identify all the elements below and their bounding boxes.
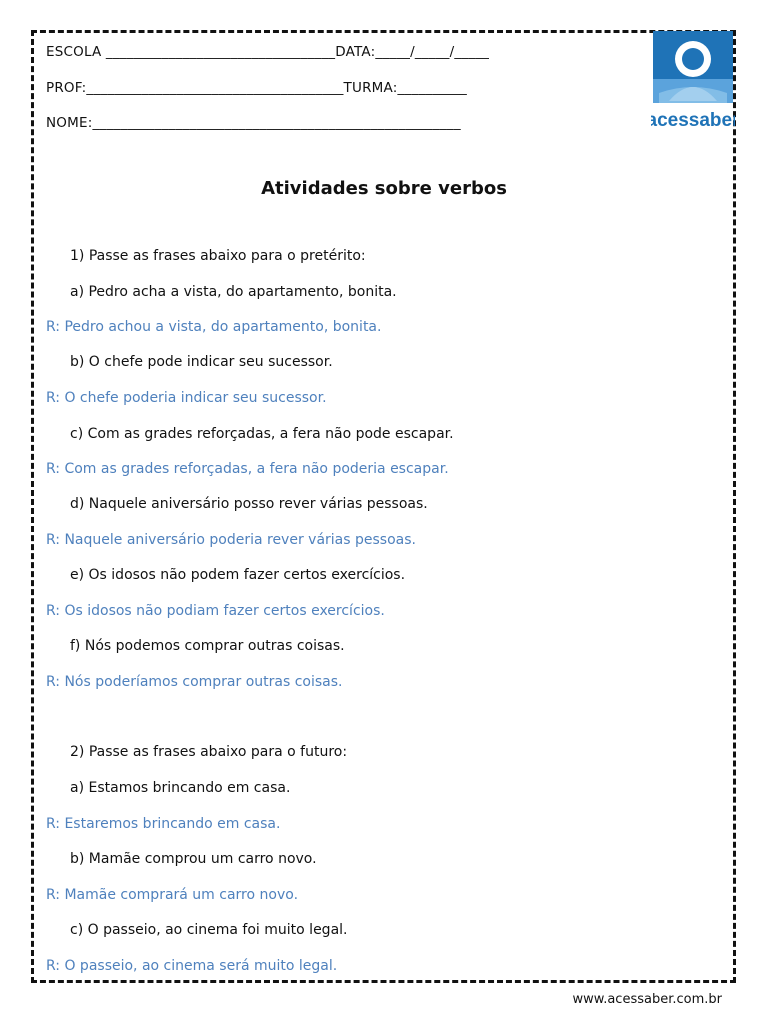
question-1f: f) Nós podemos comprar outras coisas. [70, 638, 345, 654]
section-2-prompt: 2) Passe as frases abaixo para o futuro: [70, 744, 348, 760]
question-2b: b) Mamãe comprou um carro novo. [70, 851, 317, 867]
answer-1a: R: Pedro achou a vista, do apartamento, bonita. [46, 319, 382, 335]
question-1d: d) Naquele aniversário posso rever várias pessoas. [70, 496, 428, 512]
answer-1c: R: Com as grades reforçadas, a fera não poderia escapar. [46, 461, 449, 477]
question-1b: b) O chefe pode indicar seu sucessor. [70, 354, 333, 370]
answer-2a: R: Estaremos brincando em casa. [46, 816, 281, 832]
page-title: Atividades sobre verbos [261, 178, 507, 199]
section-1-prompt: 1) Passe as frases abaixo para o pretérito: [70, 248, 366, 264]
header-teacher-line: PROF:_____________________________________TURMA:__________ [46, 80, 467, 96]
header-name-line: NOME:_____________________________________________________ [46, 115, 461, 131]
question-2a: a) Estamos brincando em casa. [70, 780, 291, 796]
answer-1e: R: Os idosos não podiam fazer certos exercícios. [46, 603, 385, 619]
answer-1f: R: Nós poderíamos comprar outras coisas. [46, 674, 343, 690]
answer-1d: R: Naquele aniversário poderia rever várias pessoas. [46, 532, 416, 548]
answer-2b: R: Mamãe comprará um carro novo. [46, 887, 299, 903]
answer-1b: R: O chefe poderia indicar seu sucessor. [46, 390, 327, 406]
question-1a: a) Pedro acha a vista, do apartamento, bonita. [70, 284, 397, 300]
footer-url: www.acessaber.com.br [572, 992, 722, 1007]
logo-wordmark: acessaber [651, 110, 735, 129]
question-1e: e) Os idosos não podem fazer certos exercícios. [70, 567, 406, 583]
question-1c: c) Com as grades reforçadas, a fera não pode escapar. [70, 426, 454, 442]
answer-2c: R: O passeio, ao cinema será muito legal. [46, 958, 338, 974]
header-school-line: ESCOLA _________________________________DATA:_____/_____/_____ [46, 44, 490, 60]
question-2c: c) O passeio, ao cinema foi muito legal. [70, 922, 348, 938]
acessaber-logo [651, 31, 735, 129]
acessaber-logo-icon [651, 31, 735, 129]
